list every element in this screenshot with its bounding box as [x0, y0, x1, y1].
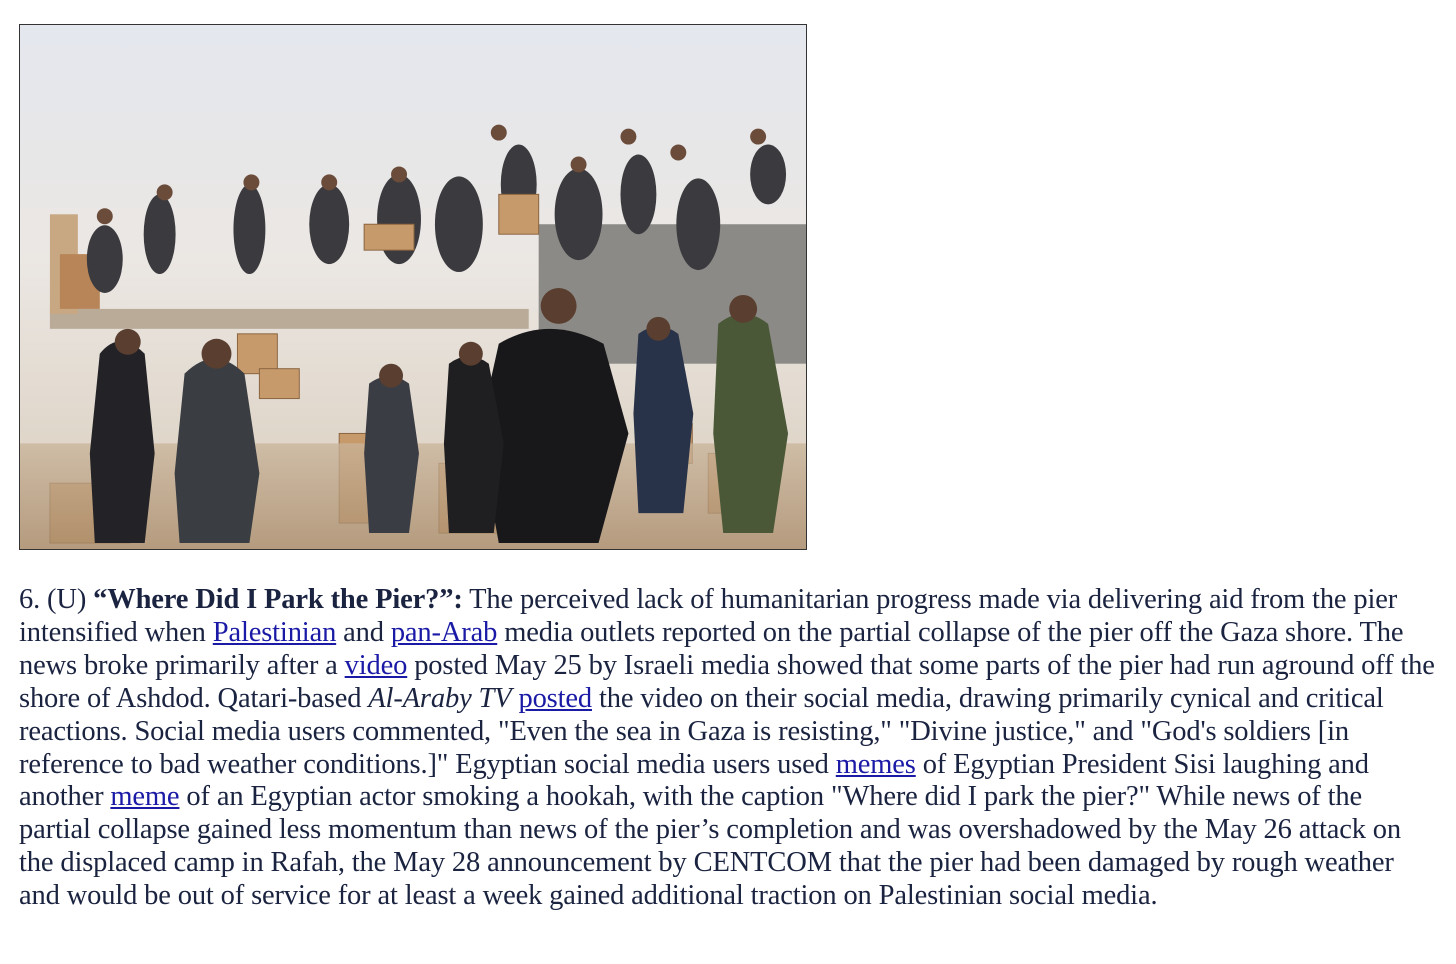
text-segment: posted May 25 by Israeli media showed that some parts of the pier had run aground off the shore of Ashdod. Qatari-based — [19, 649, 1435, 714]
text-segment: of Egyptian President Sisi laughing and another — [19, 748, 1369, 813]
paragraph-number: 6. (U) — [19, 584, 94, 615]
text-segment: The perceived lack of humanitarian progress made via delivering aid from the pier intensified when — [19, 584, 1398, 648]
link-palestinian[interactable]: Palestinian — [212, 616, 337, 648]
text-segment: the video on their social media, drawing primarily cynical and critical reactions. Social media users commented, "Even the sea in Gaza is resisting," "Divine justice," and "God's soldiers [in reference to bad weather conditions.]" Egyptian social media users used — [19, 682, 1384, 780]
link-pan-arab[interactable]: pan-Arab — [390, 616, 498, 648]
link-memes[interactable]: memes — [835, 748, 916, 780]
paragraph-heading: “Where Did I Park the Pier?”: — [93, 584, 463, 615]
link-meme[interactable]: meme — [110, 781, 180, 813]
truck-bed — [50, 309, 529, 329]
news-photo — [19, 24, 807, 550]
link-video[interactable]: video — [344, 649, 408, 681]
text-segment: and — [336, 616, 391, 648]
text-segment: media outlets reported on the partial collapse of the pier off the Gaza shore. The news broke primarily after a — [19, 616, 1404, 681]
link-posted[interactable]: posted — [518, 682, 592, 714]
paragraph-6 — [19, 584, 1439, 913]
al-araby-tv: Al-Araby TV — [368, 682, 512, 714]
aid-crowd-image — [20, 25, 806, 549]
text-segment: of an Egyptian actor smoking a hookah, with the caption "Where did I park the pier?" While news of the partial collapse gained less momentum than news of the pier’s completion and was overshadowed by the May 26 attack on the displaced camp in Rafah, the May 28 announcement by CENTCOM that the pier had been damaged by rough weather and would be out of service for at least a week gained additional traction on Palestinian social media. — [19, 781, 1402, 912]
